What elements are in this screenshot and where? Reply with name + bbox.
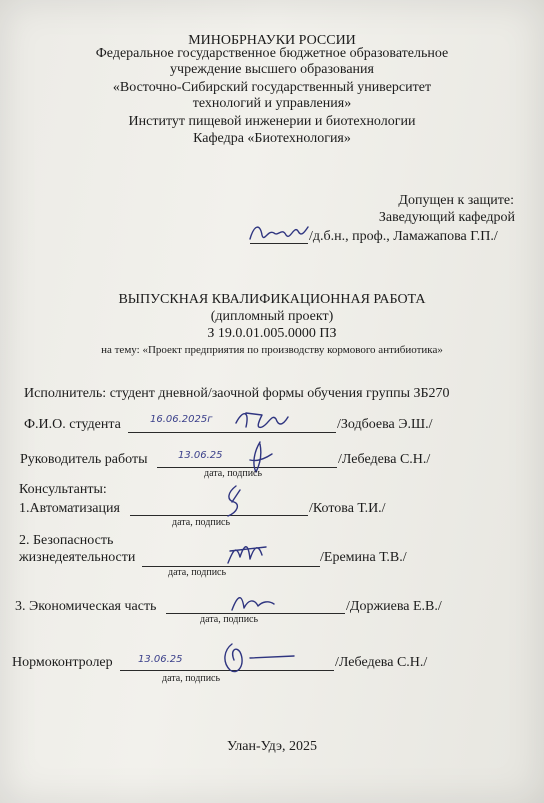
- student-name: /Зодбоева Э.Ш./: [337, 417, 433, 432]
- head-name: /д.б.н., проф., Ламажапова Г.П./: [309, 229, 498, 244]
- city-year: Улан-Удэ, 2025: [226, 739, 318, 754]
- safety-signature: [224, 535, 270, 569]
- work-title: ВЫПУСКНАЯ КВАЛИФИКАЦИОННАЯ РАБОТА: [118, 292, 426, 307]
- department-name: Кафедра «Биотехнология»: [193, 131, 351, 146]
- student-signature: [232, 405, 302, 435]
- institute-name: Институт пищевой инженерии и биотехнологии: [128, 114, 416, 129]
- normcontrol-label: Нормоконтролер: [12, 655, 113, 670]
- automation-label: 1.Автоматизация: [19, 501, 120, 516]
- consultants-label: Консультанты:: [19, 482, 107, 497]
- head-of-department-label: Заведующий кафедрой: [378, 210, 515, 225]
- safety-name: /Еремина Т.В./: [320, 550, 407, 565]
- automation-name: /Котова Т.И./: [309, 501, 386, 516]
- work-subtitle: (дипломный проект): [210, 309, 334, 324]
- economics-caption: дата, подпись: [200, 614, 259, 625]
- normcontrol-caption: дата, подпись: [162, 673, 221, 684]
- normcontrol-name: /Лебедева С.Н./: [335, 655, 428, 670]
- safety-label-line-2: жизнедеятельности: [19, 550, 136, 565]
- safety-label-line-1: 2. Безопасность: [19, 533, 114, 548]
- university-line-2: технологий и управления»: [192, 96, 352, 111]
- normcontrol-date: 13.06.25: [138, 654, 183, 665]
- normcontrol-signature: [210, 640, 300, 680]
- supervisor-name: /Лебедева С.Н./: [338, 452, 431, 467]
- student-date: 16.06.2025г: [150, 414, 213, 425]
- economics-label: 3. Экономическая часть: [15, 599, 157, 614]
- ministry-heading: МИНОБРНАУКИ РОССИИ: [188, 33, 356, 48]
- automation-caption: дата, подпись: [172, 517, 231, 528]
- supervisor-caption: дата, подпись: [204, 468, 263, 479]
- institution-line-2: учреждение высшего образования: [170, 62, 374, 77]
- safety-caption: дата, подпись: [168, 567, 227, 578]
- economics-name: /Доржиева Е.В./: [346, 599, 442, 614]
- executor-line: Исполнитель: студент дневной/заочной формы обучения группы ЗБ270: [24, 386, 450, 401]
- document-code: З 19.0.01.005.0000 ПЗ: [207, 326, 337, 341]
- institution-line-1: Федеральное государственное бюджетное образовательное: [95, 46, 449, 61]
- student-label: Ф.И.О. студента: [24, 417, 121, 432]
- supervisor-label: Руководитель работы: [20, 452, 148, 467]
- head-signature: [246, 215, 316, 250]
- admitted-label: Допущен к защите:: [398, 193, 514, 208]
- supervisor-date: 13.06.25: [178, 450, 223, 461]
- automation-signature: [218, 484, 248, 520]
- university-line-1: «Восточно-Сибирский государственный университет: [112, 80, 432, 95]
- work-topic: на тему: «Проект предприятия по производству кормового антибиотика»: [101, 344, 443, 356]
- economics-signature: [228, 590, 278, 616]
